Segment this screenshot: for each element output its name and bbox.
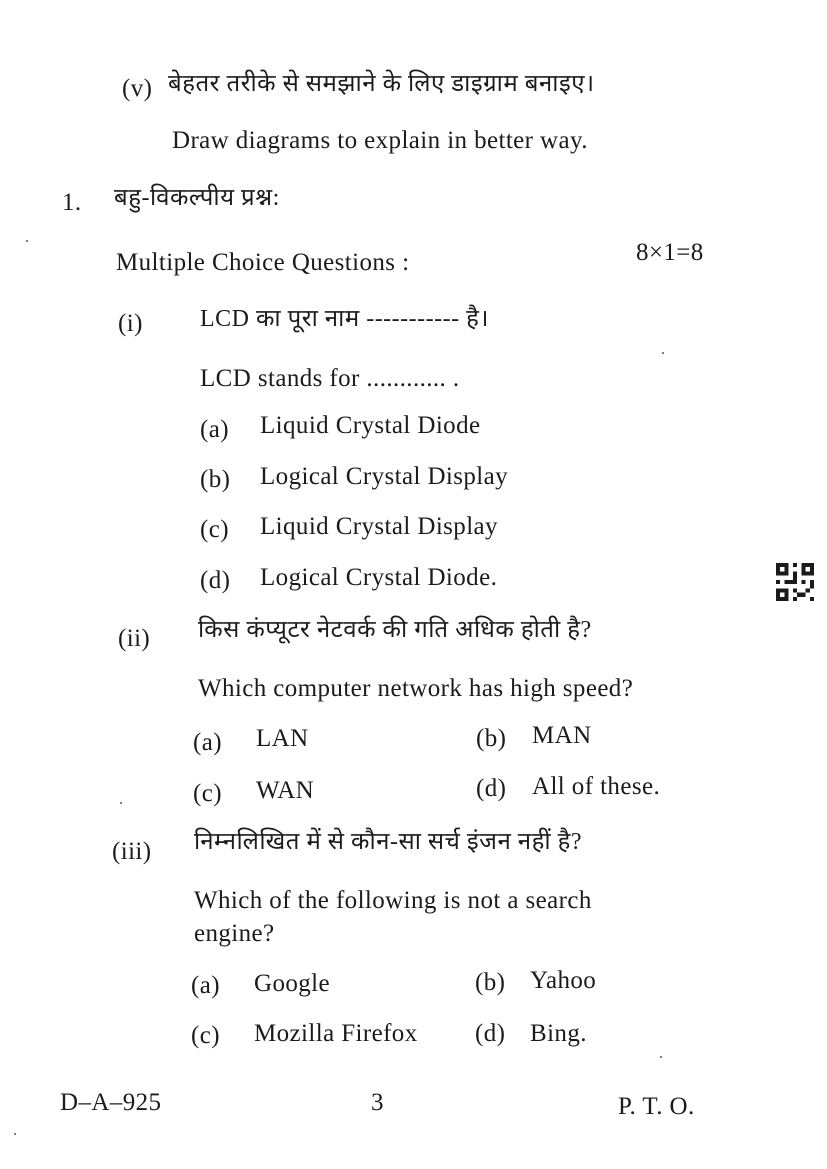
- q2-option-c-label: (c): [193, 780, 222, 807]
- q1-option-d-text: Logical Crystal Diode.: [260, 564, 498, 591]
- scan-speck: [120, 802, 122, 804]
- scan-speck: [662, 352, 664, 354]
- q1-option-c-text: Liquid Crystal Display: [260, 513, 498, 540]
- q1-option-d-label: (d): [200, 567, 231, 594]
- question-3-english-line1: Which of the following is not a search: [194, 887, 592, 914]
- question-3-hindi: निम्नलिखित में से कौन-सा सर्च इंजन नहीं है?: [194, 829, 582, 855]
- footer-page-number: 3: [371, 1089, 384, 1116]
- question-1-english: LCD stands for ............ .: [200, 365, 460, 392]
- section-marks: 8×1=8: [636, 239, 704, 266]
- q3-option-b-text: Yahoo: [530, 967, 597, 994]
- q2-option-a-text: LAN: [256, 725, 309, 752]
- question-1-number: (i): [118, 310, 143, 337]
- section-title-hindi: बहु-विकल्पीय प्रश्न:: [114, 185, 280, 211]
- question-2-number: (ii): [118, 625, 151, 652]
- footer-pto: P. T. O.: [618, 1093, 695, 1120]
- q3-option-d-text: Bing.: [530, 1020, 587, 1047]
- scan-speck: [26, 240, 28, 242]
- q1-option-b-text: Logical Crystal Display: [260, 463, 509, 490]
- section-title-english: Multiple Choice Questions :: [116, 249, 410, 276]
- q1-option-c-label: (c): [200, 516, 229, 543]
- q3-option-c-text: Mozilla Firefox: [254, 1020, 418, 1047]
- question-3-number: (iii): [112, 838, 152, 865]
- q3-option-a-text: Google: [254, 970, 330, 997]
- question-2-hindi: किस कंप्यूटर नेटवर्क की गति अधिक होती है?: [198, 617, 592, 643]
- qr-code-icon: [776, 563, 814, 601]
- q3-option-c-label: (c): [191, 1022, 220, 1049]
- q3-option-a-label: (a): [191, 972, 220, 999]
- instruction-english: Draw diagrams to explain in better way.: [172, 127, 588, 154]
- q2-option-b-label: (b): [476, 725, 507, 752]
- q1-option-b-label: (b): [200, 466, 231, 493]
- q2-option-d-text: All of these.: [532, 773, 661, 800]
- instruction-marker: (v): [122, 75, 153, 102]
- q2-option-d-label: (d): [476, 775, 507, 802]
- q3-option-b-label: (b): [475, 969, 506, 996]
- question-3-english-line2: engine?: [194, 920, 275, 947]
- instruction-hindi: बेहतर तरीके से समझाने के लिए डाइग्राम बनाइए।: [168, 71, 595, 97]
- question-1-hindi: LCD का पूरा नाम ----------- है।: [200, 306, 489, 332]
- question-2-english: Which computer network has high speed?: [198, 675, 634, 702]
- scan-speck: [660, 1056, 662, 1058]
- q2-option-c-text: WAN: [256, 777, 315, 804]
- q1-option-a-label: (a): [200, 416, 229, 443]
- q1-option-a-text: Liquid Crystal Diode: [260, 412, 481, 439]
- q2-option-a-label: (a): [193, 729, 222, 756]
- q2-option-b-text: MAN: [532, 722, 592, 749]
- q3-option-d-label: (d): [475, 1020, 506, 1047]
- section-number: 1.: [62, 189, 82, 216]
- scan-speck: [14, 1133, 16, 1135]
- footer-code: D–A–925: [60, 1089, 162, 1116]
